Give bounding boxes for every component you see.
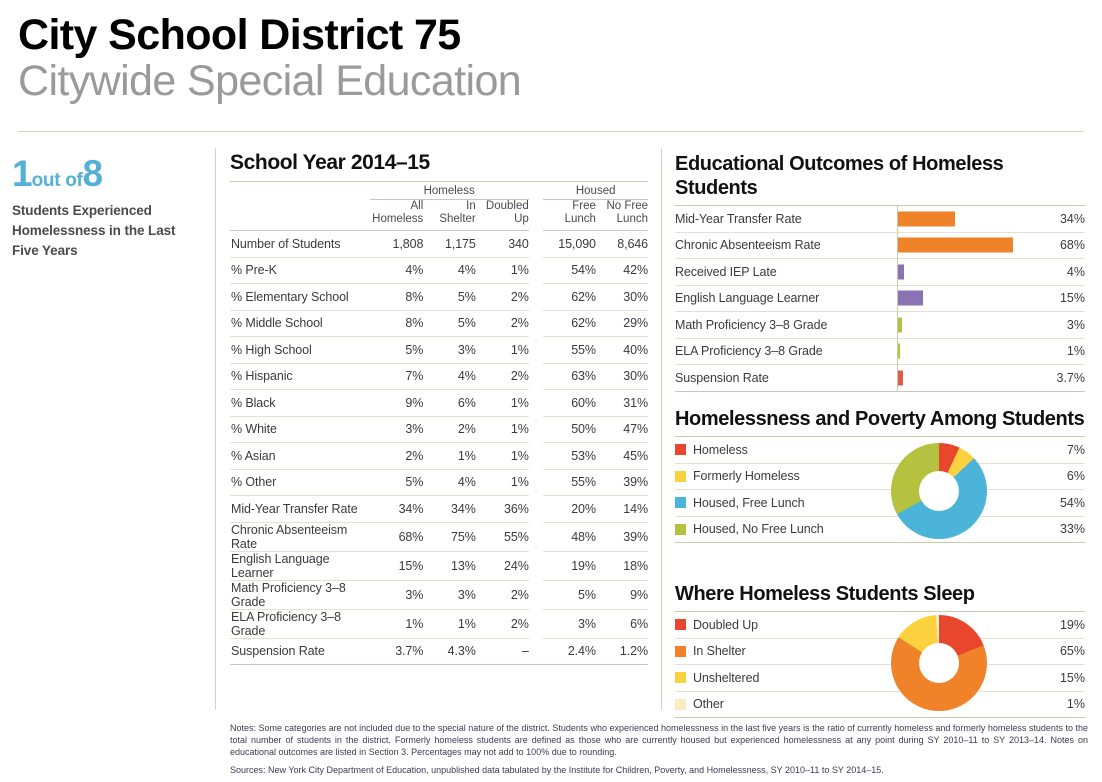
table-cell: 2% <box>423 416 475 443</box>
table-cell: 5% <box>543 580 596 609</box>
key-statistic-denominator: 8 <box>82 153 103 194</box>
legend-value: 33% <box>1059 522 1085 537</box>
table-cell: 1% <box>476 337 529 364</box>
bar-chart-bar-track <box>897 312 1015 338</box>
legend-color-swatch <box>675 699 686 710</box>
table-cell: 2.4% <box>543 638 596 665</box>
table-row-label: % Black <box>230 390 370 417</box>
table-cell: 3.7% <box>370 638 424 665</box>
table-cell: 40% <box>596 337 648 364</box>
table-row <box>230 390 648 417</box>
table-cell: 63% <box>543 363 596 390</box>
column-header-doubled-up: Doubled Up <box>485 200 529 225</box>
table-row-label: Mid-Year Transfer Rate <box>230 496 370 523</box>
table-group-homeless-label: Homeless <box>423 185 475 197</box>
bar-chart-row <box>675 286 1085 313</box>
educational-outcomes-title: Educational Outcomes of Homeless Students <box>675 153 1004 199</box>
table-cell: 34% <box>370 496 424 523</box>
legend-color-swatch <box>675 672 686 683</box>
table-cell: 13% <box>423 551 475 580</box>
table-row <box>230 363 648 390</box>
table-row <box>230 522 648 551</box>
table-cell: 29% <box>596 310 648 337</box>
table-row-label: Math Proficiency 3–8 Grade <box>230 580 370 609</box>
table-column-gap <box>529 522 544 551</box>
legend-row <box>675 639 1085 666</box>
legend-row <box>675 612 1085 639</box>
table-column-gap <box>529 609 544 638</box>
table-group-header-row <box>230 182 648 200</box>
table-cell: 55% <box>543 469 596 496</box>
table-column-gap <box>529 231 544 257</box>
legend-value: 7% <box>1066 442 1085 457</box>
legend-label: Other <box>693 697 724 712</box>
bar-chart-label: Suspension Rate <box>675 370 769 385</box>
table-cell: 45% <box>596 443 648 470</box>
table-row-label: % Asian <box>230 443 370 470</box>
legend-row <box>675 692 1085 719</box>
page-title: City School District 75 <box>18 11 461 59</box>
table-cell: 8% <box>370 284 424 311</box>
table-row <box>230 496 648 523</box>
key-statistic-connector: out of <box>31 170 83 191</box>
page-subtitle: Citywide Special Education <box>18 57 522 105</box>
table-column-gap <box>529 284 544 311</box>
table-cell: 8,646 <box>596 231 648 257</box>
bar-chart-bar-track <box>897 339 1015 365</box>
table-cell: 34% <box>423 496 475 523</box>
legend-label: Housed, No Free Lunch <box>693 522 824 537</box>
table-cell: 1% <box>370 609 424 638</box>
table-row-label: % Elementary School <box>230 284 370 311</box>
table-row <box>230 443 648 470</box>
table-row <box>230 638 648 665</box>
table-cell: 68% <box>370 522 424 551</box>
table-cell: 3% <box>543 609 596 638</box>
table-row-label: English Language Learner <box>230 551 370 580</box>
table-row-label: % Hispanic <box>230 363 370 390</box>
table-cell: 55% <box>543 337 596 364</box>
table-column-header-row <box>230 200 648 230</box>
table-cell: 3% <box>423 337 475 364</box>
table-cell: 2% <box>476 363 529 390</box>
educational-outcomes-chart <box>675 206 1085 392</box>
table-cell: 9% <box>596 580 648 609</box>
table-cell: 24% <box>476 551 529 580</box>
table-cell: 2% <box>476 310 529 337</box>
sources-text: Sources: New York City Department of Education, unpublished data tabulated by the Institute for Children, Poverty, and Homelessness, SY 2010–11 to SY 2014–15. <box>230 765 884 775</box>
table-row <box>230 416 648 443</box>
key-statistic-ratio <box>12 155 202 192</box>
bar-chart-label: English Language Learner <box>675 291 820 306</box>
table-cell: 7% <box>370 363 424 390</box>
table-cell: 48% <box>543 522 596 551</box>
table-row-label: Chronic Absenteeism Rate <box>230 522 370 551</box>
legend-color-swatch <box>675 497 686 508</box>
educational-outcomes-panel <box>675 152 1085 392</box>
legend-value: 6% <box>1066 469 1085 484</box>
bar-chart-row <box>675 233 1085 260</box>
table-cell: 5% <box>370 469 424 496</box>
bar-chart-label: ELA Proficiency 3–8 Grade <box>675 344 823 359</box>
table-cell: 60% <box>543 390 596 417</box>
table-cell: 39% <box>596 469 648 496</box>
legend-row <box>675 517 1085 544</box>
legend-color-swatch <box>675 471 686 482</box>
school-year-table-panel <box>230 150 648 665</box>
legend-color-swatch <box>675 444 686 455</box>
bar-chart-bar-track <box>897 286 1015 312</box>
key-statistic-description: Students Experienced Homelessness in the Last Five Years <box>12 203 176 258</box>
table-column-gap <box>529 363 544 390</box>
bar-chart-bar <box>897 238 1013 253</box>
key-statistic <box>12 155 202 261</box>
table-cell: 1% <box>476 416 529 443</box>
table-row <box>230 580 648 609</box>
legend-label: Housed, Free Lunch <box>693 495 805 510</box>
bar-chart-bar-track <box>897 206 1015 232</box>
table-cell: 30% <box>596 284 648 311</box>
notes-text: Notes: Some categories are not included due to the special nature of the district. Students who experienced homelessness in the last five years is the ratio of currently homeless and formerly homeless students to the total number of students in the district. Formerly homeless students are defined as those who are currently housed but experienced homelessness at any point during SY 2010–11 to SY 2013–14. Notes on educational outcomes are listed in Section 3. Percentages may not add to 100% due to rounding. <box>230 723 1088 757</box>
table-row-label: ELA Proficiency 3–8 Grade <box>230 609 370 638</box>
bar-chart-axis <box>897 206 898 392</box>
legend-value: 19% <box>1059 617 1085 632</box>
table-cell: 53% <box>543 443 596 470</box>
where-students-sleep-legend <box>675 612 1085 718</box>
table-cell: 1.2% <box>596 638 648 665</box>
page-header <box>18 10 521 106</box>
school-year-table <box>230 182 648 665</box>
table-cell: 340 <box>476 231 529 257</box>
table-cell: 1% <box>476 257 529 284</box>
table-cell: 2% <box>476 284 529 311</box>
table-cell: 5% <box>423 284 475 311</box>
table-cell: 3% <box>370 416 424 443</box>
table-row-label: Number of Students <box>230 231 370 257</box>
table-row <box>230 310 648 337</box>
table-cell: 5% <box>423 310 475 337</box>
table-column-gap <box>529 551 544 580</box>
bar-chart-value: 1% <box>1066 344 1085 359</box>
column-header-no-free-lunch: No Free Lunch <box>606 200 648 225</box>
bar-chart-row <box>675 312 1085 339</box>
where-students-sleep-title: Where Homeless Students Sleep <box>675 583 975 605</box>
table-column-gap <box>529 496 544 523</box>
where-students-sleep-panel <box>675 582 1085 718</box>
table-cell: 6% <box>423 390 475 417</box>
table-cell: 19% <box>543 551 596 580</box>
legend-label: Doubled Up <box>693 617 759 632</box>
table-cell: 2% <box>370 443 424 470</box>
table-column-gap <box>529 416 544 443</box>
bar-chart-row <box>675 259 1085 286</box>
table-cell: 3% <box>423 580 475 609</box>
table-cell: 1,175 <box>423 231 475 257</box>
table-cell: 30% <box>596 363 648 390</box>
table-cell: 20% <box>543 496 596 523</box>
column-header-free-lunch: Free Lunch <box>564 200 596 225</box>
table-cell: 55% <box>476 522 529 551</box>
table-row-label: % Pre-K <box>230 257 370 284</box>
table-cell: 1,808 <box>370 231 424 257</box>
bar-chart-row <box>675 365 1085 392</box>
legend-value: 15% <box>1059 670 1085 685</box>
table-row-label: % White <box>230 416 370 443</box>
table-header <box>230 182 648 231</box>
bar-chart-bar <box>897 291 923 306</box>
table-column-gap <box>529 390 544 417</box>
legend-row <box>675 665 1085 692</box>
table-cell: 9% <box>370 390 424 417</box>
table-column-gap <box>529 638 544 665</box>
legend-value: 65% <box>1059 644 1085 659</box>
table-row <box>230 337 648 364</box>
table-cell: 2% <box>476 609 529 638</box>
homelessness-poverty-legend <box>675 437 1085 543</box>
table-column-gap <box>529 443 544 470</box>
table-row-label: % High School <box>230 337 370 364</box>
table-cell: 1% <box>476 469 529 496</box>
bar-chart-bar <box>897 211 955 226</box>
legend-row <box>675 490 1085 517</box>
table-cell: 3% <box>370 580 424 609</box>
legend-color-swatch <box>675 524 686 535</box>
table-cell: 42% <box>596 257 648 284</box>
table-cell: 6% <box>596 609 648 638</box>
column-header-all-homeless: All Homeless <box>372 200 424 225</box>
bar-chart-value: 3% <box>1066 317 1085 332</box>
table-row <box>230 231 648 257</box>
table-cell: 5% <box>370 337 424 364</box>
table-row-label: % Middle School <box>230 310 370 337</box>
table-cell: 1% <box>423 443 475 470</box>
table-cell: 8% <box>370 310 424 337</box>
table-cell: – <box>476 638 529 665</box>
legend-color-swatch <box>675 646 686 657</box>
table-cell: 50% <box>543 416 596 443</box>
table-group-housed-label: Housed <box>575 185 616 197</box>
bar-chart-value: 4% <box>1066 264 1085 279</box>
bar-chart-bar-track <box>897 365 1015 391</box>
table-row <box>230 609 648 638</box>
bar-chart-value: 3.7% <box>1056 370 1085 385</box>
bar-chart-bar <box>897 264 904 279</box>
table-column-gap <box>529 580 544 609</box>
vertical-divider-right <box>661 148 662 710</box>
table-cell: 31% <box>596 390 648 417</box>
legend-label: Unsheltered <box>693 670 760 685</box>
table-title: School Year 2014–15 <box>230 151 430 174</box>
table-cell: 15,090 <box>543 231 596 257</box>
legend-row <box>675 437 1085 464</box>
legend-label: Formerly Homeless <box>693 469 800 484</box>
table-cell: 14% <box>596 496 648 523</box>
table-row <box>230 257 648 284</box>
table-column-gap <box>529 257 544 284</box>
table-cell: 36% <box>476 496 529 523</box>
table-cell: 1% <box>476 390 529 417</box>
bar-chart-label: Received IEP Late <box>675 264 777 279</box>
legend-label: Homeless <box>693 442 748 457</box>
table-row-label: Suspension Rate <box>230 638 370 665</box>
header-divider <box>18 131 1084 132</box>
legend-value: 54% <box>1059 495 1085 510</box>
table-cell: 1% <box>476 443 529 470</box>
legend-value: 1% <box>1066 697 1085 712</box>
table-column-gap <box>529 310 544 337</box>
bar-chart-value: 34% <box>1059 211 1085 226</box>
table-cell: 4% <box>370 257 424 284</box>
legend-row <box>675 464 1085 491</box>
bar-chart-bar-track <box>897 259 1015 285</box>
footnotes <box>230 722 1088 776</box>
table-cell: 15% <box>370 551 424 580</box>
bar-chart-bar-track <box>897 233 1015 259</box>
bar-chart-label: Mid-Year Transfer Rate <box>675 211 802 226</box>
table-row <box>230 469 648 496</box>
homelessness-poverty-panel <box>675 407 1085 543</box>
bar-chart-value: 15% <box>1059 291 1085 306</box>
table-cell: 18% <box>596 551 648 580</box>
vertical-divider-left <box>215 148 216 710</box>
table-cell: 2% <box>476 580 529 609</box>
bar-chart-row <box>675 206 1085 233</box>
table-cell: 4% <box>423 363 475 390</box>
table-cell: 4.3% <box>423 638 475 665</box>
bar-chart-label: Math Proficiency 3–8 Grade <box>675 317 828 332</box>
column-header-in-shelter: In Shelter <box>439 200 476 225</box>
table-cell: 62% <box>543 310 596 337</box>
table-cell: 47% <box>596 416 648 443</box>
bar-chart-value: 68% <box>1059 238 1085 253</box>
key-statistic-numerator: 1 <box>12 153 32 194</box>
table-cell: 4% <box>423 469 475 496</box>
legend-label: In Shelter <box>693 644 746 659</box>
table-cell: 75% <box>423 522 475 551</box>
table-cell: 4% <box>423 257 475 284</box>
table-column-gap <box>529 469 544 496</box>
table-group-homeless <box>370 182 529 200</box>
table-cell: 1% <box>423 609 475 638</box>
table-column-gap <box>529 337 544 364</box>
table-row-label: % Other <box>230 469 370 496</box>
table-group-housed <box>543 182 648 200</box>
table-cell: 54% <box>543 257 596 284</box>
homelessness-poverty-title: Homelessness and Poverty Among Students <box>675 408 1085 430</box>
table-row <box>230 551 648 580</box>
table-body <box>230 231 648 665</box>
bar-chart-label: Chronic Absenteeism Rate <box>675 238 821 253</box>
table-row <box>230 284 648 311</box>
legend-color-swatch <box>675 619 686 630</box>
table-cell: 62% <box>543 284 596 311</box>
table-cell: 39% <box>596 522 648 551</box>
bar-chart-row <box>675 339 1085 366</box>
